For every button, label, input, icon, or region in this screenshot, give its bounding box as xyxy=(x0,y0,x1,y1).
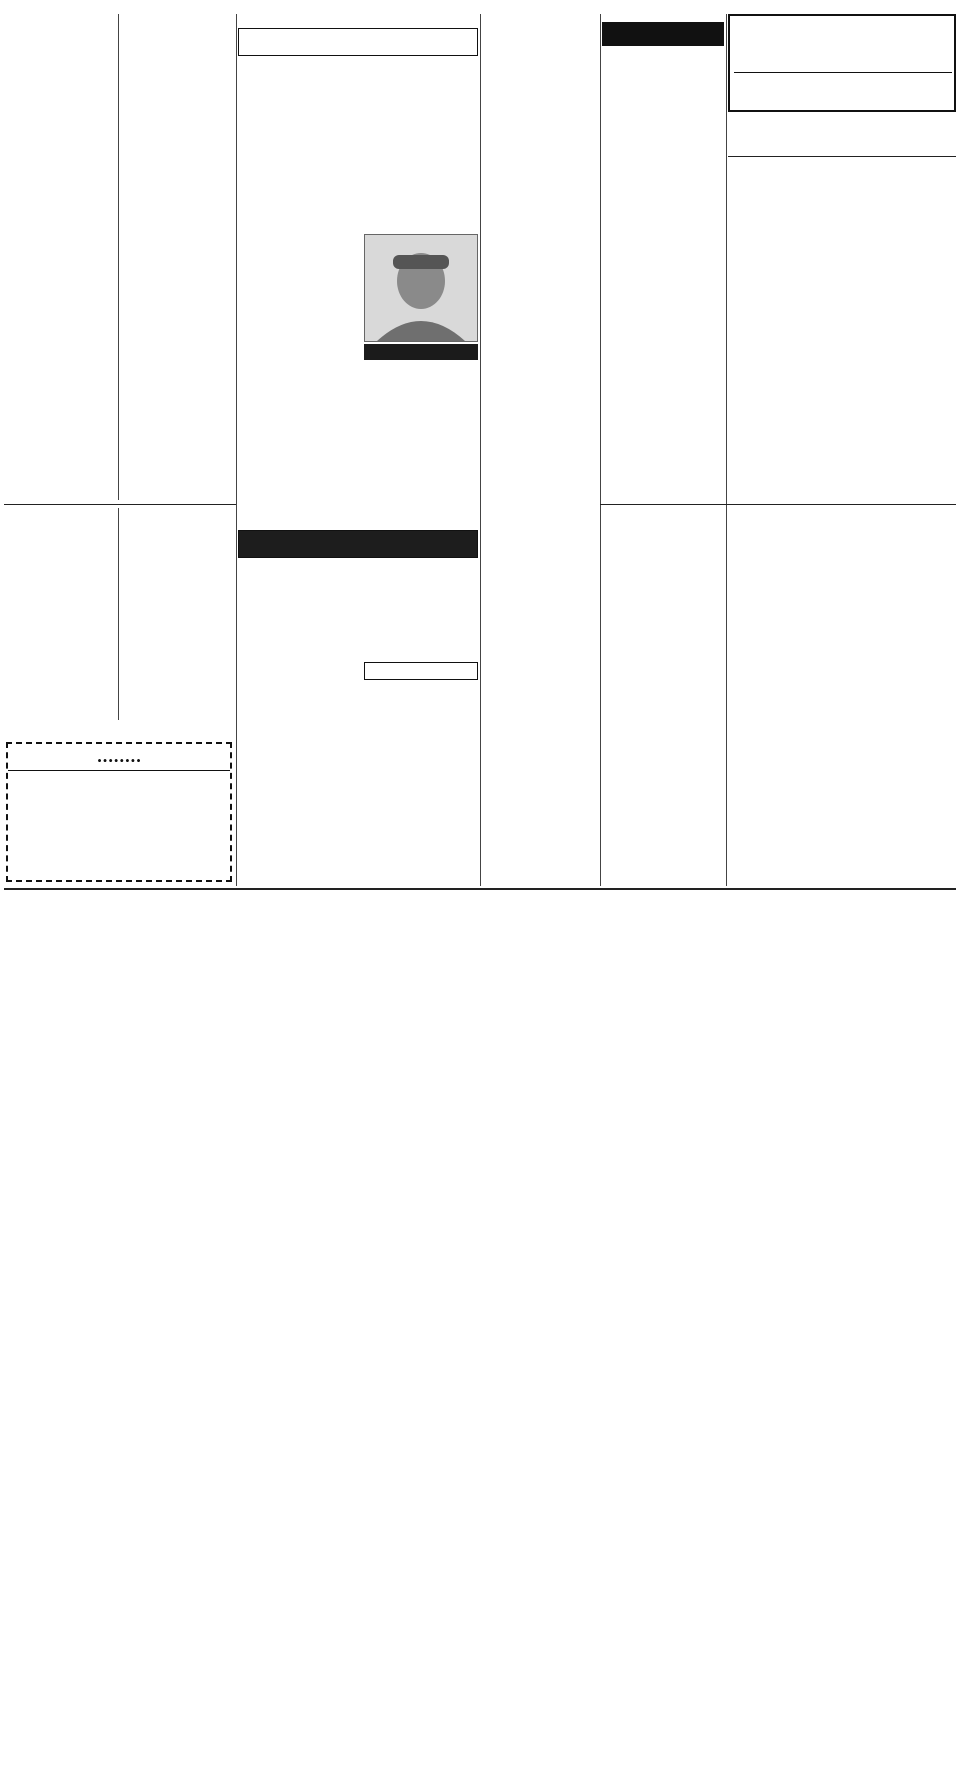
series-body-col-3 xyxy=(482,16,598,500)
opinion2-author-name xyxy=(364,662,478,680)
opinion2-headline xyxy=(238,530,478,558)
col-divider xyxy=(600,14,601,886)
author-silhouette-icon xyxy=(365,235,477,341)
col-divider xyxy=(118,508,119,720)
editorial-body-lower xyxy=(604,510,956,886)
col-divider xyxy=(480,14,481,886)
opinion2-col-2 xyxy=(364,562,478,658)
opinion2-col-1 xyxy=(482,510,596,886)
opinion1-col-right-lower xyxy=(364,376,478,500)
col-divider xyxy=(236,14,237,886)
masthead xyxy=(728,14,956,112)
editorial-body xyxy=(728,162,956,500)
poem-separator: ........ xyxy=(96,747,142,766)
section-divider xyxy=(600,504,956,505)
opinion1-col-left xyxy=(238,60,360,500)
left-mid-col-2 xyxy=(4,510,116,706)
opinion2-col-2-lower xyxy=(364,700,478,886)
poem-header xyxy=(8,744,230,771)
left-col-2 xyxy=(4,16,116,500)
left-col-1 xyxy=(120,16,234,500)
series-body-col-1 xyxy=(602,52,694,86)
series-body-col-2 xyxy=(602,88,724,500)
series-label xyxy=(602,22,724,46)
editorial-divider xyxy=(728,156,956,157)
section-divider xyxy=(4,888,956,890)
masthead-brand xyxy=(734,24,780,46)
opinion1-col-right xyxy=(364,72,478,232)
section-divider xyxy=(4,504,236,505)
col-divider xyxy=(118,14,119,500)
left-mid-col-1 xyxy=(120,510,232,720)
opinion2-col-3 xyxy=(238,562,360,886)
series-number xyxy=(696,52,724,80)
editorial-headline xyxy=(728,128,956,152)
poem-box xyxy=(6,742,232,882)
opinion1-headline xyxy=(238,28,478,56)
opinion1-author-name xyxy=(364,344,478,360)
page-number xyxy=(0,0,960,12)
opinion1-author-photo xyxy=(364,234,478,342)
masthead-cities xyxy=(778,22,828,64)
masthead-date xyxy=(734,72,952,74)
